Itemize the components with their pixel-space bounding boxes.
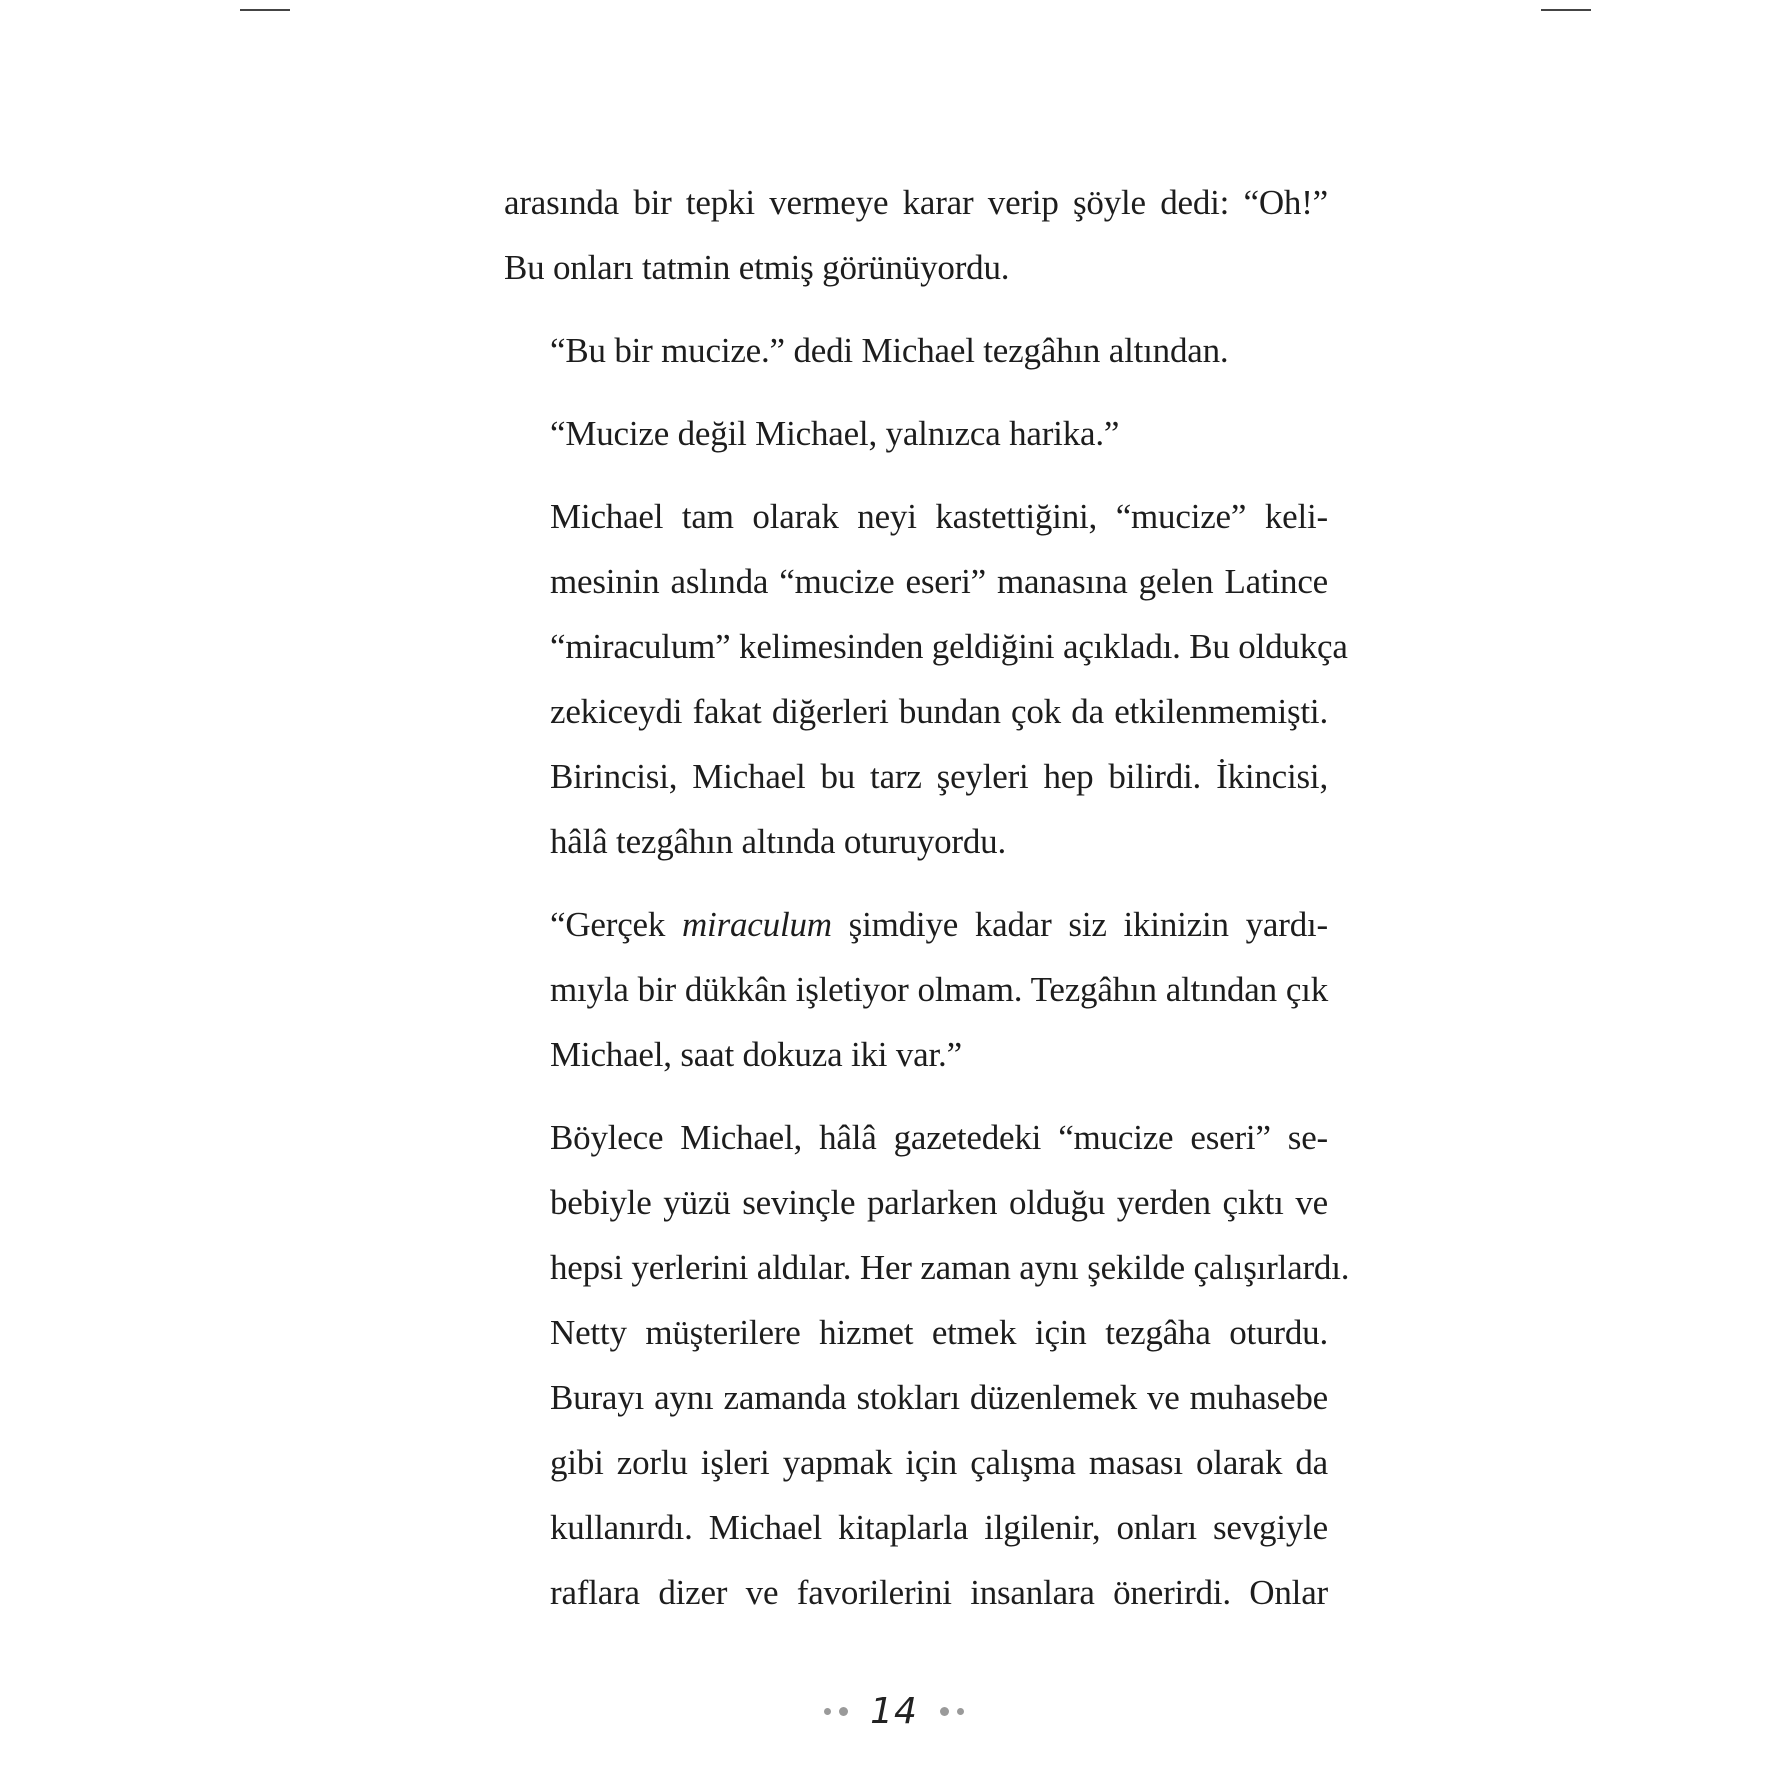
text-line: hâlâ tezgâhın altında oturuyordu. bbox=[550, 822, 1007, 861]
text-line: Michael tam olarak neyi kastettiğini, “mucize” keli- bbox=[550, 497, 1328, 536]
text-line: raflara dizer ve favorilerini insanlara önerirdi. Onlar bbox=[550, 1573, 1328, 1612]
text-line: mıyla bir dükkân işletiyor olmam. Tezgâhın altından çık bbox=[550, 970, 1328, 1009]
text-segment: şimdiye kadar siz ikinizin yardı- bbox=[831, 905, 1328, 944]
italic-word: miraculum bbox=[681, 905, 832, 944]
text-line: gibi zorlu işleri yapmak için çalışma masası olarak da bbox=[550, 1443, 1328, 1482]
paragraph bbox=[504, 170, 1328, 300]
ornament-dot-icon bbox=[839, 1707, 848, 1716]
crop-mark-right bbox=[1541, 9, 1591, 11]
page-number-footer bbox=[0, 1683, 1788, 1732]
text-line: Netty müşterilere hizmet etmek için tezgâha oturdu. bbox=[550, 1313, 1328, 1352]
text-line: Birincisi, Michael bu tarz şeyleri hep bilirdi. İkincisi, bbox=[550, 757, 1328, 796]
text-line: kullanırdı. Michael kitaplarla ilgilenir, onları sevgiyle bbox=[550, 1508, 1328, 1547]
text-line: “Bu bir mucize.” dedi Michael tezgâhın altından. bbox=[550, 331, 1229, 370]
text-line: bebiyle yüzü sevinçle parlarken olduğu yerden çıktı ve bbox=[550, 1183, 1328, 1222]
text-line: zekiceydi fakat diğerleri bundan çok da etkilenmemişti. bbox=[550, 692, 1328, 731]
text-line: Burayı aynı zamanda stokları düzenlemek ve muhasebe bbox=[550, 1378, 1328, 1417]
ornament-dot-icon bbox=[940, 1707, 949, 1716]
ornament-dot-icon bbox=[957, 1708, 964, 1715]
text-line: “Mucize değil Michael, yalnızca harika.” bbox=[550, 414, 1120, 453]
text-line: Böylece Michael, hâlâ gazetedeki “mucize eseri” se- bbox=[550, 1118, 1328, 1157]
text-line: Bu onları tatmin etmiş görünüyordu. bbox=[504, 248, 1010, 287]
text-line: “miraculum” kelimesinden geldiğini açıkladı. Bu oldukça bbox=[550, 627, 1348, 666]
paragraph bbox=[504, 1105, 1350, 1625]
text-segment: “Gerçek bbox=[550, 905, 682, 944]
paragraph bbox=[504, 318, 1328, 383]
text-line: hepsi yerlerini aldılar. Her zaman aynı şekilde çalışırlardı. bbox=[550, 1248, 1350, 1287]
page-number: 14 bbox=[870, 1691, 918, 1732]
text-line bbox=[504, 892, 1328, 957]
paragraph bbox=[504, 892, 1328, 1087]
text-line: Michael, saat dokuza iki var.” bbox=[550, 1035, 962, 1074]
paragraph bbox=[504, 401, 1328, 466]
ornament-dot-icon bbox=[824, 1708, 831, 1715]
text-line: mesinin aslında “mucize eseri” manasına gelen Latince bbox=[550, 562, 1328, 601]
text-line: arasında bir tepki vermeye karar verip şöyle dedi: “Oh!” bbox=[504, 183, 1328, 222]
paragraph bbox=[504, 484, 1348, 874]
body-text bbox=[504, 170, 1350, 1625]
crop-mark-left bbox=[240, 9, 290, 11]
